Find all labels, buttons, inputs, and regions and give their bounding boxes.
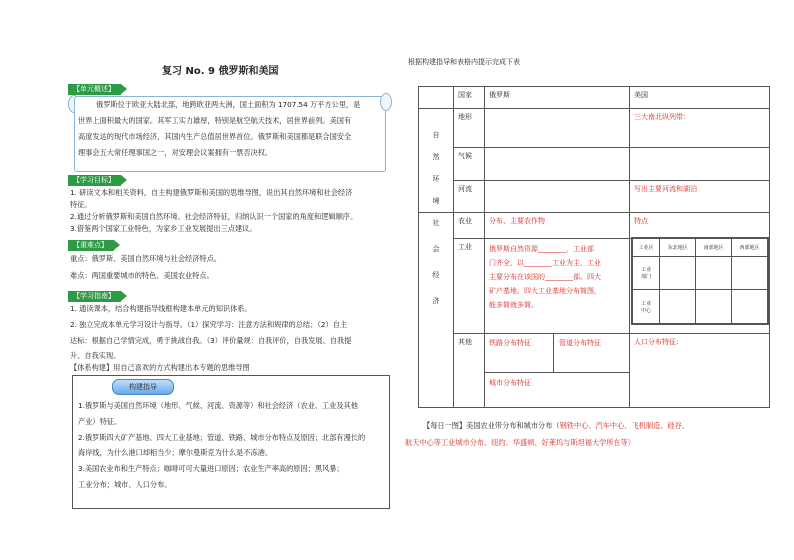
industry-russia-cell[interactable]: 俄罗斯自然资源________，工业部 门齐全，以________工业为主，工业 主要分布在该国的________部。四大 矿产基地、四大工业基地分布简图， 能多简就多简。 — [485, 239, 630, 334]
scroll-roll-right — [380, 93, 392, 111]
row-climate: 气候 — [454, 148, 485, 181]
other-russia-cell[interactable] — [485, 334, 630, 408]
page-title: 复习 No. 9 俄罗斯和美国 — [162, 66, 279, 77]
terrain-russia-cell[interactable] — [485, 109, 630, 148]
row-industry: 工业 — [454, 239, 485, 334]
section-tag-goals: 【学习目标】 — [68, 175, 121, 186]
guide-line-4: 升、自我实现。 — [70, 351, 121, 360]
overview-line-4: 理事会五大常任理事国之一，对安理会议案拥有一票否决权。 — [78, 148, 273, 157]
city-label: 城市分布特征 — [489, 379, 531, 387]
row-rivers: 河流 — [454, 180, 485, 213]
key-line-2: 难点：两国重要城市的特色、美国农业特点。 — [70, 271, 214, 280]
goals-line-1: 1. 研读文本和相关资料，自主构建俄罗斯和美国的思维导图，说出其自然环境和社会经济 — [70, 188, 353, 197]
mini-row-sector: 工业 部门 — [633, 256, 660, 290]
daily-figure-note: 【每日一图】美国农业带分布和城市分布（钢铁中心、汽车中心、飞机制造、硅谷、 — [423, 421, 689, 430]
guide-line-3: 达标：根据自己学情完成，勇于挑战自我。（3）评价量规：自我评价，自我发展、自我提 — [70, 336, 352, 345]
row-other: 其他 — [454, 334, 485, 408]
daily-figure-note-2: 航天中心等工业城市分布、纽约、华盛顿、好莱坞与斯坦福大学所在等） — [405, 438, 636, 447]
overview-line-3: 高度发达的现代市场经济，其国内生产总值居世界首位。俄罗斯和美国都是联合国安全 — [78, 132, 352, 141]
header-usa: 美国 — [630, 87, 770, 109]
climate-usa-cell[interactable] — [630, 148, 770, 181]
goals-line-2: 特征。 — [70, 200, 92, 209]
mini-row-center: 工业 中心 — [633, 290, 660, 324]
agri-usa-cell[interactable]: 特点 — [630, 213, 770, 239]
header-country: 国家 — [454, 87, 485, 109]
section-tag-overview: 【单元概述】 — [68, 84, 121, 95]
guide-line-2: 2. 独立完成本单元学习设计与指导。（1）探究学习：注意方法和规律的总结；（2）自主 — [70, 320, 348, 329]
overview-line-2: 世界上面积最大的国家。其军工实力雄厚，特别是航空航天技术，居世界前列。美国有 — [78, 116, 352, 125]
mini-col-northeast: 东北地区 — [660, 239, 696, 257]
nature-environment-label: 自 然 环 境 — [419, 109, 454, 213]
industry-zone-mini-table — [631, 237, 769, 325]
other-divider-h — [485, 372, 629, 373]
goals-line-4: 3.借鉴两个国家工业特色，为家乡工业发展提出三点建议。 — [70, 224, 257, 233]
agri-russia-cell[interactable]: 分布、主要农作物 — [485, 213, 630, 239]
overview-line-1: 俄罗斯位于欧亚大陆北部，地跨欧亚两大洲，国土面积为 1707.54 万平方公里，是 — [96, 100, 361, 109]
table-instruction: 根据构建指导和表格内提示完成下表 — [408, 58, 520, 66]
section-tag-guide: 【学习指南】 — [68, 291, 121, 302]
build-line-1: 1.俄罗斯与美国自然环境（地形、气候、河流、资源等）和社会经济（农业、工业及其他 — [78, 401, 358, 410]
population-usa-cell[interactable]: 人口分布特征： — [630, 334, 770, 408]
system-heading: 【体系构建】用自己喜欢的方式构建出本专题的思维导图 — [70, 363, 250, 372]
rivers-russia-cell[interactable] — [485, 180, 630, 213]
pipeline-label: 管道分布特征 — [559, 339, 601, 347]
row-agriculture: 农业 — [454, 213, 485, 239]
row-terrain: 地形 — [454, 109, 485, 148]
railway-label: 铁路分布特征 — [489, 339, 531, 347]
build-line-3: 2.俄罗斯四大矿产基地、四大工业基地；管道、铁路、城市分布特点及原因；北部有漫长的 — [78, 433, 366, 442]
mini-col-zone: 工业区 — [633, 239, 660, 257]
build-line-2: 产业）特征。 — [78, 417, 122, 426]
header-russia: 俄罗斯 — [485, 87, 630, 109]
mini-col-south: 南部地区 — [696, 239, 732, 257]
section-tag-key: 【重难点】 — [68, 240, 114, 251]
build-line-6: 工业分布；城市、人口分布。 — [78, 480, 172, 489]
climate-russia-cell[interactable] — [485, 148, 630, 181]
build-line-5: 3.美国农业布和生产特点；咖啡可可大量进口原因；农业生产率高的原因；黑风暴； — [78, 464, 344, 473]
guide-line-1: 1. 通读课本，结合构建指导线框构建本单元的知识体系。 — [70, 304, 252, 313]
rivers-usa-cell[interactable]: 写出主要河流和湖泊 — [630, 180, 770, 213]
other-divider-v — [553, 334, 554, 372]
terrain-usa-cell[interactable]: 三大南北纵列带： — [630, 109, 770, 148]
build-guide-button: 构建指导 — [112, 379, 174, 395]
key-line-1: 重点：俄罗斯、美国自然环境与社会经济特点。 — [70, 254, 221, 263]
build-line-4: 海岸线，为什么港口却相当少；摩尔曼斯克为什么是不冻港。 — [78, 448, 273, 457]
table-corner — [419, 87, 454, 109]
society-economy-label: 社 会 经 济 — [419, 213, 454, 408]
goals-line-3: 2.通过分析俄罗斯和美国自然环境、社会经济特征，归纳认识一个国家的角度和逻辑顺序。 — [70, 212, 358, 221]
mini-col-west: 西部地区 — [732, 239, 768, 257]
